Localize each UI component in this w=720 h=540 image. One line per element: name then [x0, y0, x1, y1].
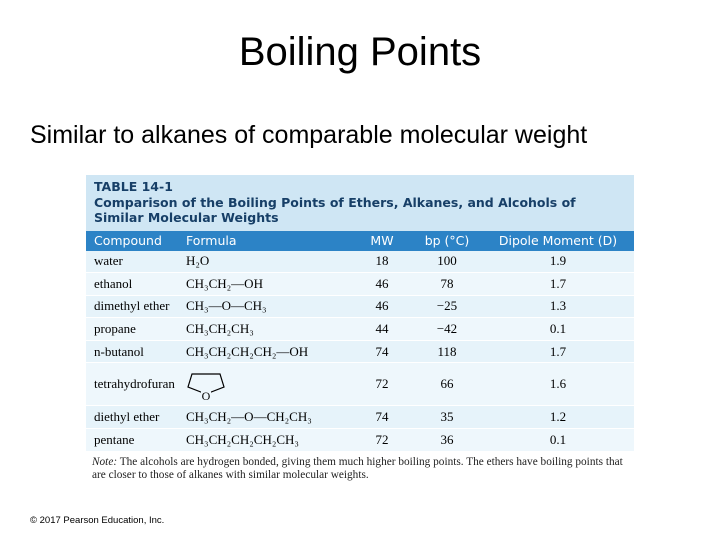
table-row	[86, 318, 634, 341]
slide-title: Boiling Points	[238, 30, 482, 74]
tetrahydrofuran-ring-icon	[186, 361, 246, 403]
header-compound: Compound	[94, 233, 162, 248]
cell-mw: 18	[375, 253, 389, 269]
cell-formula: CH₃CH₂—O—CH₂CH₃	[186, 409, 312, 425]
slide-subtitle: Similar to alkanes of comparable molecular weight	[30, 121, 588, 149]
table-row	[86, 273, 634, 296]
cell-bp: −42	[436, 321, 458, 337]
cell-compound: dimethyl ether	[94, 298, 170, 314]
table-row	[86, 341, 634, 364]
cell-compound: n-butanol	[94, 343, 144, 359]
cell-dipole: 1.7	[549, 343, 567, 359]
table-number: TABLE 14-1	[94, 179, 173, 194]
cell-compound: tetrahydrofuran	[94, 376, 175, 392]
cell-dipole: 1.3	[549, 298, 567, 314]
cell-formula: CH₃—O—CH₃	[186, 298, 267, 314]
table-row	[86, 429, 634, 452]
cell-dipole: 0.1	[549, 431, 567, 447]
cell-compound: diethyl ether	[94, 409, 160, 425]
cell-bp: 78	[440, 275, 454, 291]
cell-bp: 35	[440, 409, 454, 425]
cell-mw: 46	[375, 298, 389, 314]
cell-formula: CH₃CH₂—OH	[186, 275, 263, 291]
cell-mw: 74	[375, 409, 389, 425]
cell-dipole: 0.1	[549, 321, 567, 337]
cell-mw: 44	[375, 321, 389, 337]
table-header-row	[86, 231, 634, 251]
copyright-notice: © 2017 Pearson Education, Inc.	[30, 515, 165, 526]
ring-oxygen-label: O	[201, 389, 211, 404]
cell-bp: 66	[440, 376, 454, 392]
cell-mw: 46	[375, 275, 389, 291]
cell-formula	[186, 361, 352, 407]
table-caption-text: Comparison of the Boiling Points of Ethers, Alkanes, and Alcohols of Similar Molecular Weights	[94, 194, 576, 225]
cell-bp: 118	[437, 343, 457, 359]
cell-mw: 74	[375, 343, 389, 359]
header-mw: MW	[370, 233, 394, 248]
cell-compound: pentane	[94, 431, 135, 447]
cell-bp: 36	[440, 431, 454, 447]
cell-compound: ethanol	[94, 275, 133, 291]
header-formula: Formula	[186, 233, 237, 248]
header-dipole: Dipole Moment (D)	[498, 233, 618, 248]
boiling-points-table	[86, 175, 634, 483]
table-row	[86, 363, 634, 406]
cell-compound: water	[94, 253, 123, 269]
cell-dipole: 1.7	[549, 275, 567, 291]
cell-mw: 72	[375, 431, 389, 447]
table-note	[86, 452, 634, 483]
table-caption	[86, 175, 634, 231]
header-bp: bp (°C)	[424, 233, 470, 248]
cell-dipole: 1.9	[549, 253, 567, 269]
note-label: Note:	[92, 455, 118, 468]
cell-formula: CH₃CH₂CH₂CH₂—OH	[186, 343, 309, 359]
cell-mw: 72	[375, 376, 389, 392]
table-row	[86, 406, 634, 429]
table-row	[86, 251, 634, 274]
cell-bp: 100	[437, 253, 457, 269]
cell-dipole: 1.6	[549, 376, 567, 392]
cell-formula: H₂O	[186, 253, 210, 269]
cell-formula: CH₃CH₂CH₂CH₂CH₃	[186, 431, 299, 447]
cell-formula: CH₃CH₂CH₃	[186, 321, 254, 337]
cell-compound: propane	[94, 321, 136, 337]
cell-dipole: 1.2	[549, 409, 567, 425]
cell-bp: −25	[436, 298, 458, 314]
note-text: The alcohols are hydrogen bonded, giving them much higher boiling points. The ethers have boiling points that are closer to those of alkanes with similar molecular weights.	[92, 455, 623, 482]
table-row	[86, 296, 634, 319]
